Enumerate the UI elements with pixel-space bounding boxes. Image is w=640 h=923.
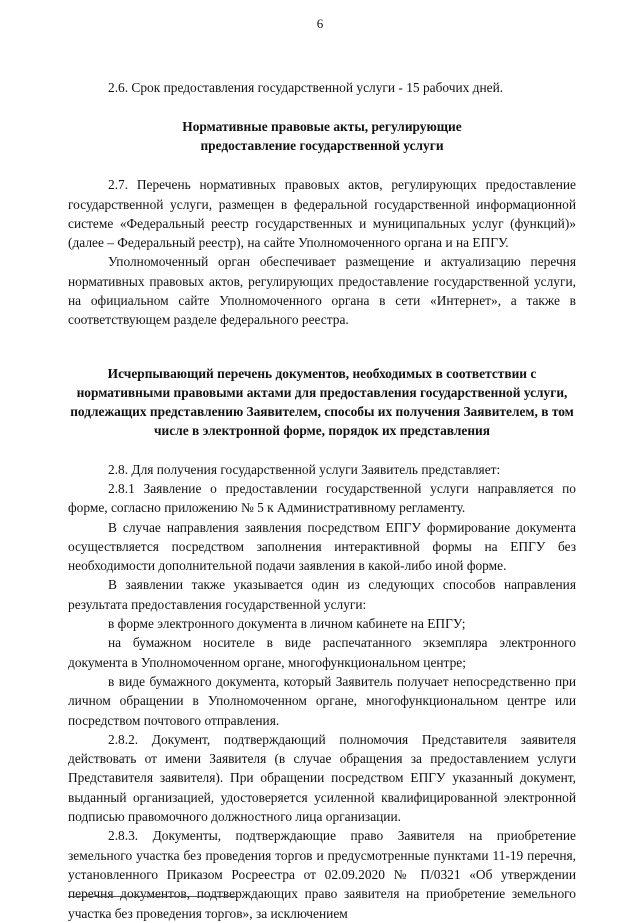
paragraph-result-methods: В заявлении также указывается один из следующих способов направления результата предоставления государственной услуги: <box>68 577 576 612</box>
footer-divider <box>68 896 238 897</box>
paragraph-2-8-2: 2.8.2. Документ, подтверждающий полномочия Представителя заявителя действовать от имени Заявителя (в случае обращения за предоставлением услуги Представителя заявителя). При обращении посредством ЕПГУ указанный документ, выданный организацией, удостоверяется усиленной квалифицированной электронной подписью правомочного должностного лица организации. <box>68 731 576 825</box>
paragraph-method-printed: на бумажном носителе в виде распечатанного экземпляра электронного документа в Уполномоченном органе, многофункциональном центре; <box>68 635 576 670</box>
paragraph-2-8-1: 2.8.1 Заявление о предоставлении государственной услуги направляется по форме, согласно приложению № 5 к Административному регламенту. <box>68 480 576 516</box>
paragraph-method-electronic: в форме электронного документа в личном кабинете на ЕПГУ; <box>108 616 466 632</box>
paragraph-2-8: 2.8. Для получения государственной услуги Заявитель представляет: <box>108 461 501 477</box>
paragraph-method-paper: в виде бумажного документа, который Заявитель получает непосредственно при личном обращении в Уполномоченном органе, многофункциональном центре или посредством почтового отправления. <box>68 673 576 728</box>
paragraph-2-8-3: 2.8.3. Документы, подтверждающие право Заявителя на приобретение земельного участка без проведения торгов и предусмотренные пунктами 11-19 перечня, установленного Приказом Росреестра от 02.09.2020 № П/0321 «Об утверждении перечня документов, подтверждающих право заявителя на приобретение земельного участка без проведения торгов», за исключением <box>68 828 576 921</box>
heading-legal-acts: Нормативные правовые акты, регулирующие предоставление государственной услуги <box>182 119 462 154</box>
document-body <box>68 78 576 923</box>
page-number: 6 <box>316 16 324 31</box>
paragraph-authority: Уполномоченный орган обеспечивает размещение и актуализацию перечня нормативных правовых актов, регулирующих предоставление государственной услуги, на официальном сайте Уполномоченного органа в сети «Интернет», а также в соответствующем разделе федерального реестра. <box>68 254 576 328</box>
section-2-6: 2.6. Срок предоставления государственной услуги - 15 рабочих дней. <box>108 80 504 95</box>
heading-documents: Исчерпывающий перечень документов, необходимых в соответствии с нормативными правовыми актами для предоставления государственной услуги, подлежащих представлению Заявителем, способы их получения Заявителем, в том числе в электронной форме, порядок их представления <box>70 365 574 438</box>
paragraph-epgu: В случае направления заявления посредством ЕПГУ формирование документа осуществляется посредством заполнения интерактивной формы на ЕПГУ без необходимости дополнительной подачи заявления в какой-либо иной форме. <box>68 519 576 574</box>
paragraph-2-7: 2.7. Перечень нормативных правовых актов, регулирующих предоставление государственной услуги, размещен в федеральной государственной информационной системе «Федеральный реестр государственных и муниципальных услуг (функций)» (далее – Федеральный реестр), на сайте Уполномоченного органа и на ЕПГУ. <box>68 177 576 251</box>
